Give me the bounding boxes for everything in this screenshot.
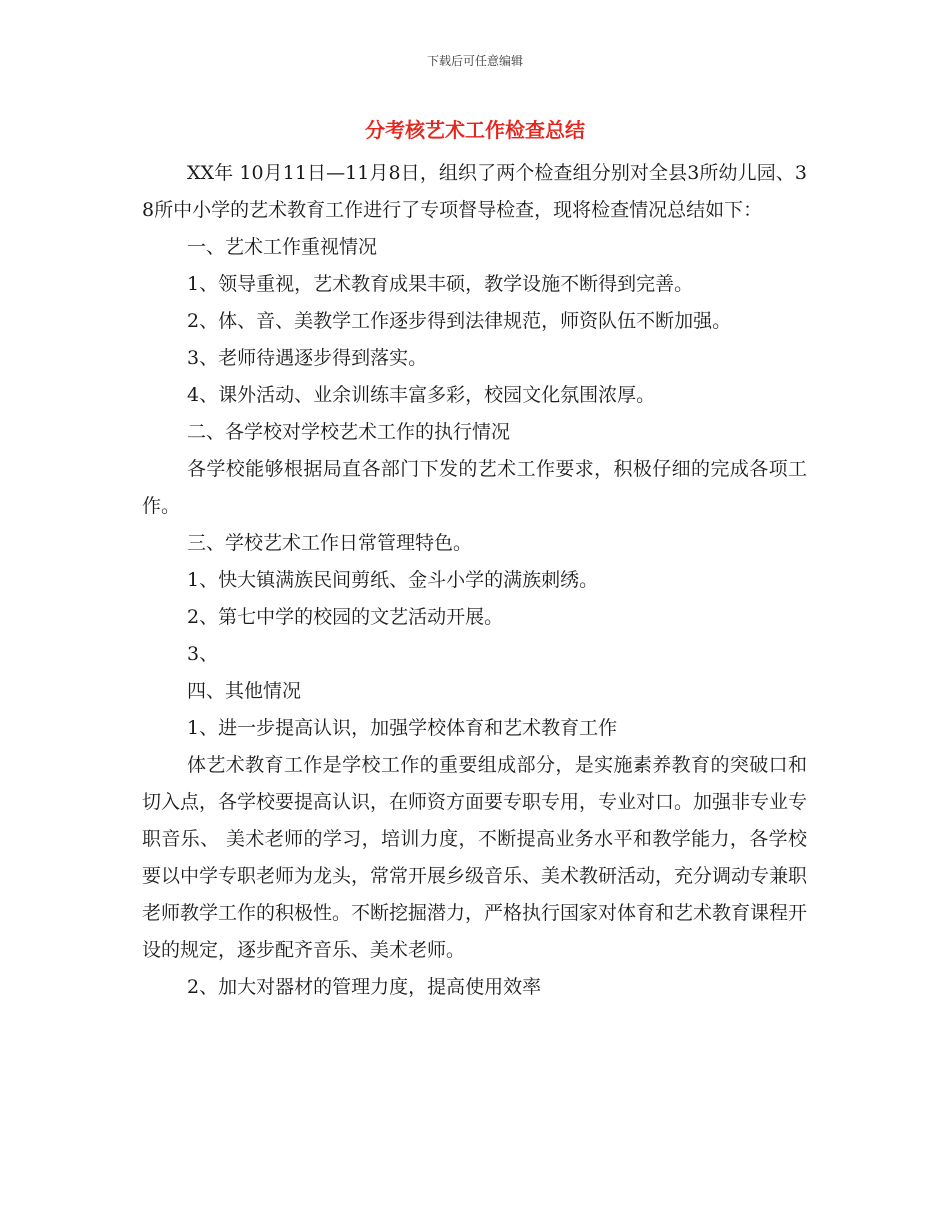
section-heading-4: 四、其他情况 xyxy=(187,680,302,702)
document-title: 分考核艺术工作检查总结 xyxy=(365,118,585,142)
document-body xyxy=(142,155,807,1006)
paragraph: 各学校能够根据局直各部门下发的艺术工作要求，积极仔细的完成各项工作。 xyxy=(142,458,807,517)
paragraph-intro: XX年 10月11日—11月8日，组织了两个检查组分别对全县3所幼儿园、38所中小学的艺术教育工作进行了专项督导检查，现将检查情况总结如下： xyxy=(142,162,807,221)
list-item: 1、快大镇满族民间剪纸、金斗小学的满族刺绣。 xyxy=(187,569,599,591)
paragraph: 体艺术教育工作是学校工作的重要组成部分，是实施素养教育的突破口和切入点，各学校要提高认识，在师资方面要专职专用，专业对口。加强非专业专职音乐、 美术老师的学习，培训力度，不断提高业务水平和教学能力，各学校要以中学专职老师为龙头，常常开展乡级音乐、美术教研活动，充分调动专兼职老师教学工作的积极性。不断挖掘潜力，严格执行国家对体育和艺术教育课程开设的规定，逐步配齐音乐、美术老师。 xyxy=(142,754,808,961)
list-item: 2、体、音、美教学工作逐步得到法律规范，师资队伍不断加强。 xyxy=(187,310,732,332)
section-heading-3: 三、学校艺术工作日常管理特色。 xyxy=(187,532,473,554)
list-item: 1、进一步提高认识，加强学校体育和艺术教育工作 xyxy=(187,717,618,739)
list-item: 3、老师待遇逐步得到落实。 xyxy=(187,347,428,369)
section-heading-1: 一、艺术工作重视情况 xyxy=(187,236,378,258)
list-item: 2、加大对器材的管理力度，提高使用效率 xyxy=(187,976,542,998)
list-item: 4、课外活动、业余训练丰富多彩，校园文化氛围浓厚。 xyxy=(187,384,656,406)
list-item: 3、 xyxy=(187,643,219,665)
list-item: 1、领导重视，艺术教育成果丰硕，教学设施不断得到完善。 xyxy=(187,273,694,295)
list-item: 2、第七中学的校园的文艺活动开展。 xyxy=(187,606,504,628)
page-header-note: 下载后可任意编辑 xyxy=(426,54,523,68)
section-heading-2: 二、各学校对学校艺术工作的执行情况 xyxy=(187,421,511,443)
